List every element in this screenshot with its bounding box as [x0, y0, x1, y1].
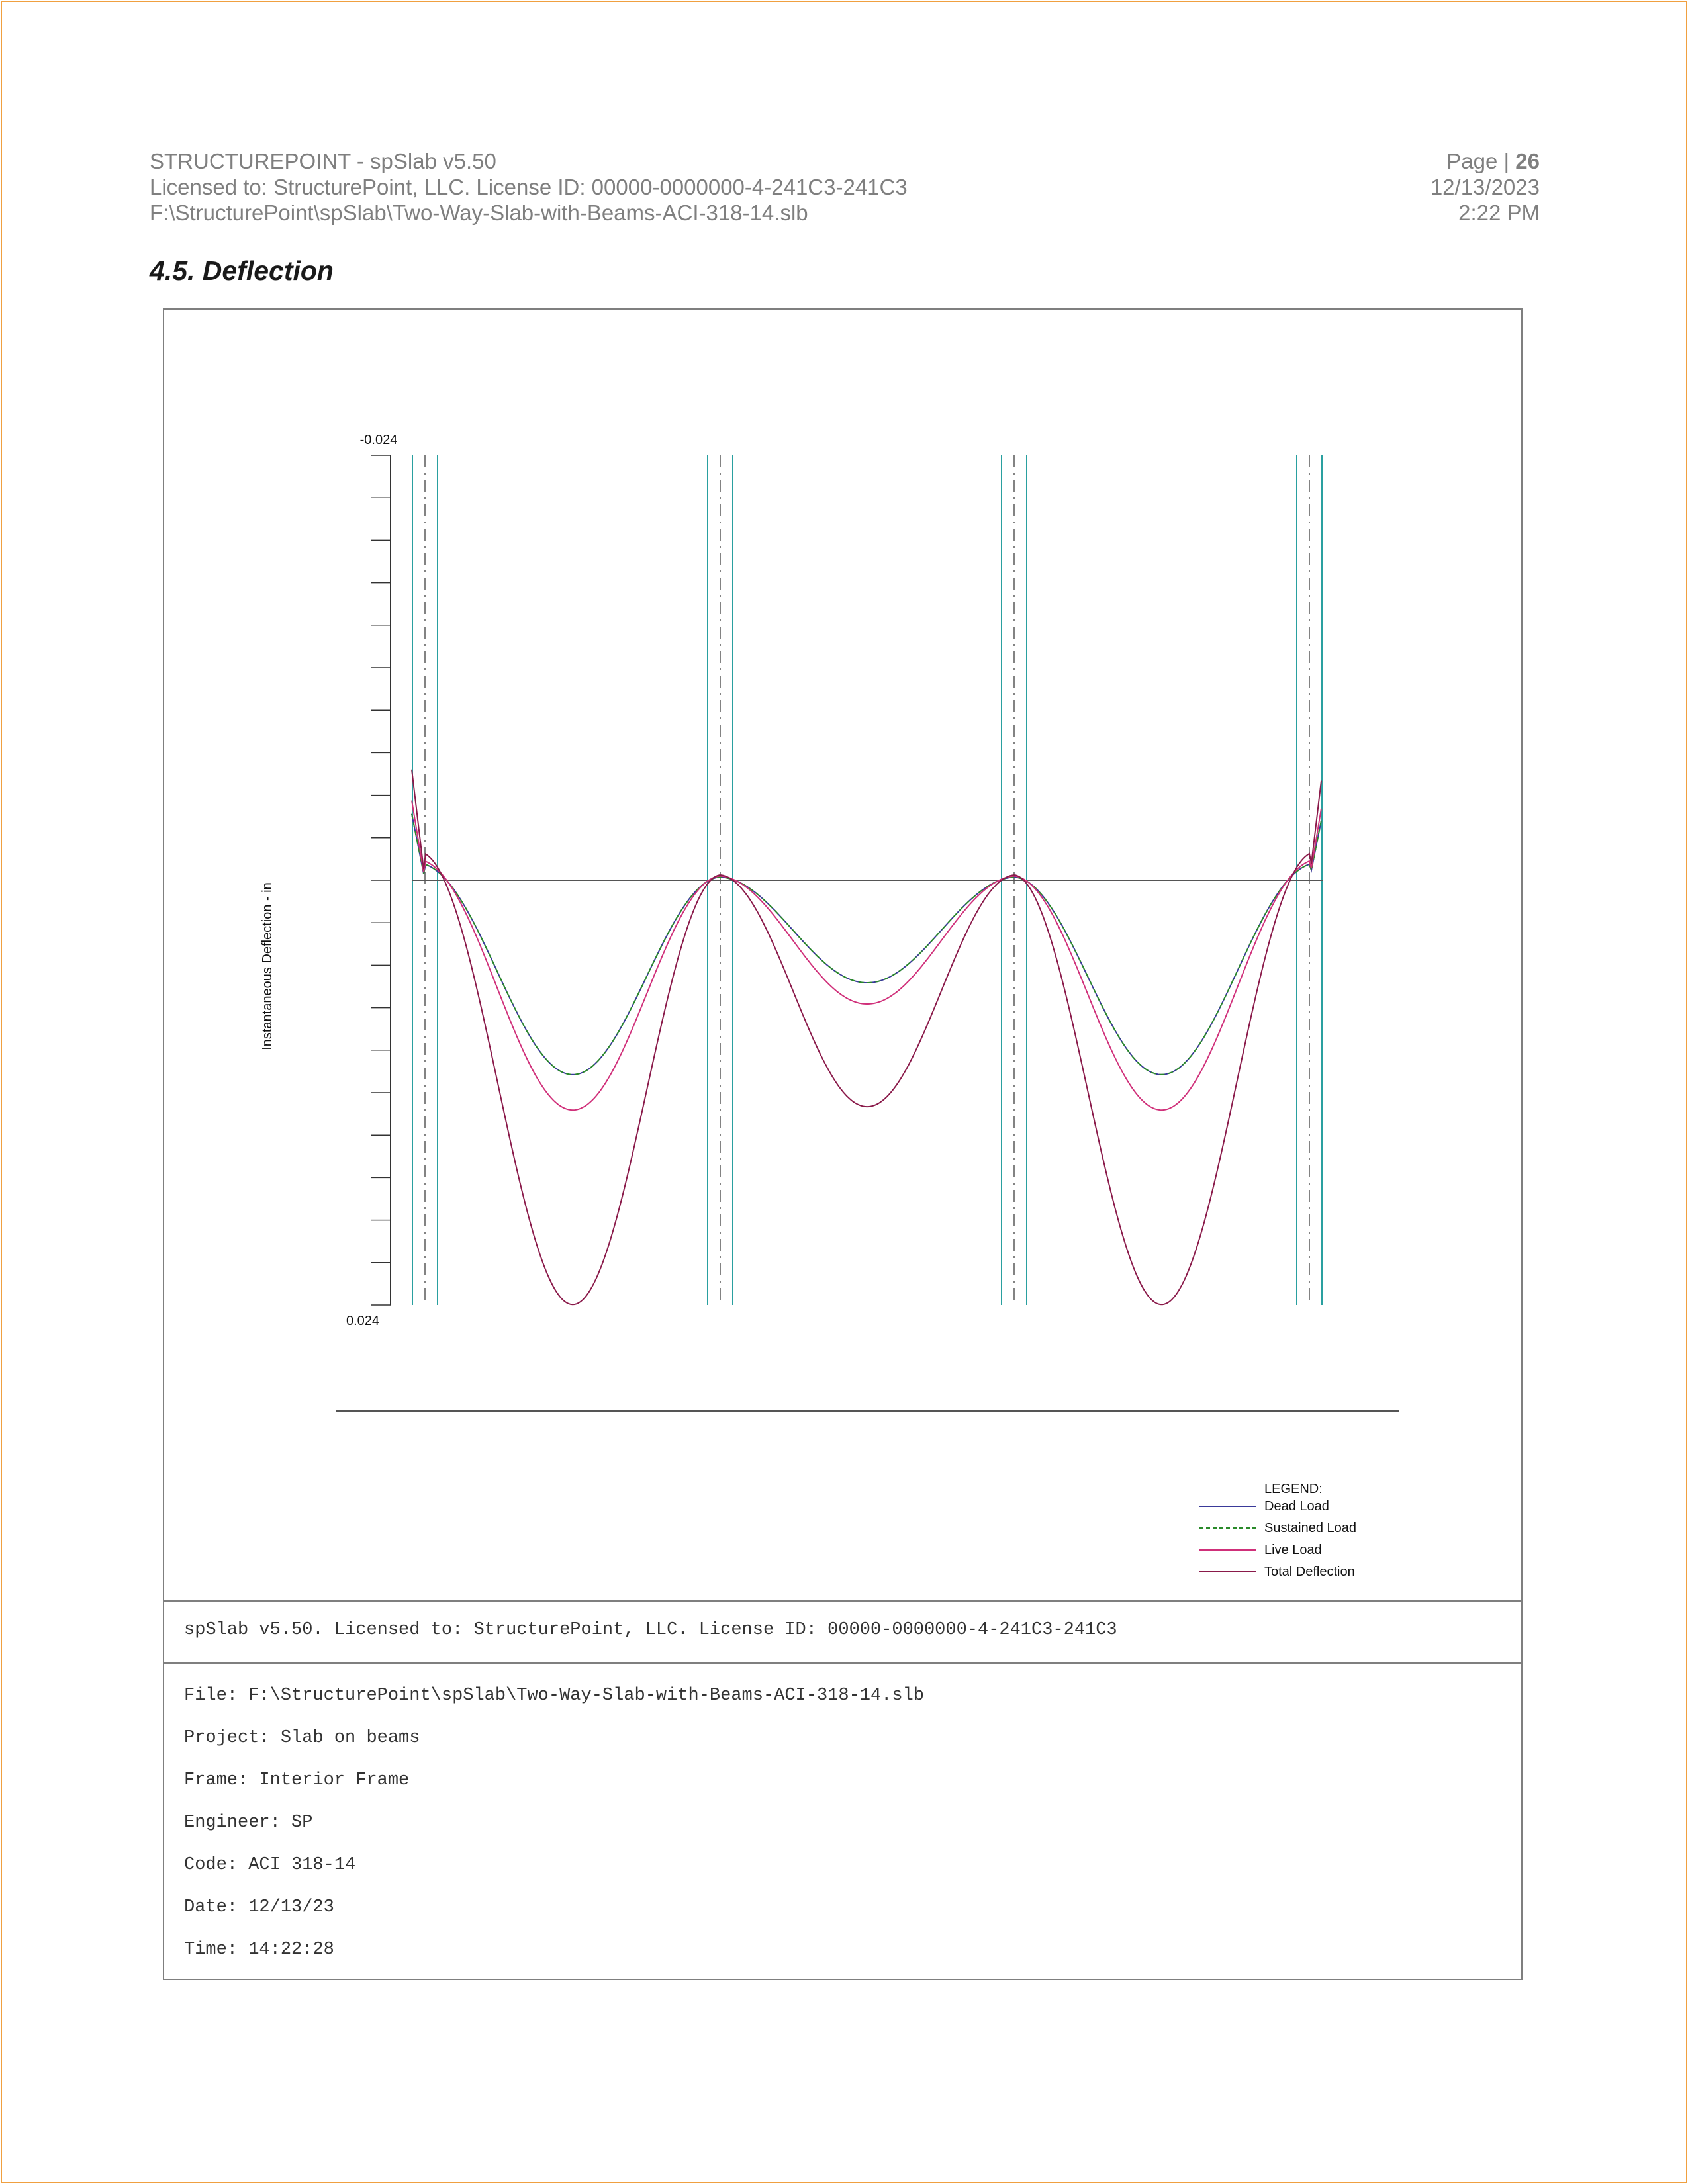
legend-title: LEGEND: [1264, 1482, 1323, 1496]
deflection-curves [412, 770, 1321, 1304]
header-file-line: F:\StructurePoint\spSlab\Two-Way-Slab-with-Beams-ACI-318-14.slb [150, 201, 808, 225]
y-tick-label-top: -0.024 [359, 433, 398, 447]
info-file: File: F:\StructurePoint\spSlab\Two-Way-Slab-with-Beams-ACI-318-14.slb [184, 1686, 924, 1706]
info-frame: Frame: Interior Frame [184, 1770, 410, 1790]
header-app-line: STRUCTUREPOINT - spSlab v5.50 [150, 149, 496, 173]
header-time: 2:22 PM [1458, 201, 1540, 225]
series-line-total-deflection [412, 770, 1321, 1304]
info-project: Project: Slab on beams [184, 1728, 420, 1748]
report-box [163, 308, 1523, 1980]
page-label: Page | [1446, 149, 1516, 173]
legend [1199, 1482, 1356, 1579]
page-header-right [1430, 148, 1540, 226]
legend-entry-label: Live Load [1264, 1543, 1322, 1557]
series-line-dead-load [412, 814, 1321, 1075]
series-line-sustained-load [412, 814, 1321, 1075]
info-code: Code: ACI 318-14 [184, 1855, 356, 1875]
header-license-line: Licensed to: StructurePoint, LLC. License ID: 00000-0000000-4-241C3-241C3 [150, 175, 908, 199]
deflection-chart [164, 310, 1521, 1600]
license-row: spSlab v5.50. Licensed to: StructurePoint, LLC. License ID: 00000-0000000-4-241C3-241C3 [164, 1600, 1521, 1664]
page-header-left [150, 148, 908, 226]
legend-entry-label: Total Deflection [1264, 1565, 1355, 1579]
info-time: Time: 14:22:28 [184, 1940, 334, 1960]
y-axis-label: Instantaneous Deflection - in [260, 882, 275, 1050]
legend-entry-label: Sustained Load [1264, 1521, 1357, 1535]
info-date: Date: 12/13/23 [184, 1897, 334, 1917]
y-tick-label-bottom: 0.024 [346, 1314, 380, 1328]
legend-entry-label: Dead Load [1264, 1499, 1329, 1514]
section-title: 4.5. Deflection [150, 255, 334, 286]
y-axis [371, 455, 391, 1305]
info-engineer: Engineer: SP [184, 1813, 313, 1833]
chart-area [164, 310, 1521, 1600]
page-number: 26 [1515, 149, 1540, 173]
header-page [1430, 148, 1540, 174]
header-date: 12/13/2023 [1430, 175, 1540, 199]
info-block [184, 1680, 924, 1976]
